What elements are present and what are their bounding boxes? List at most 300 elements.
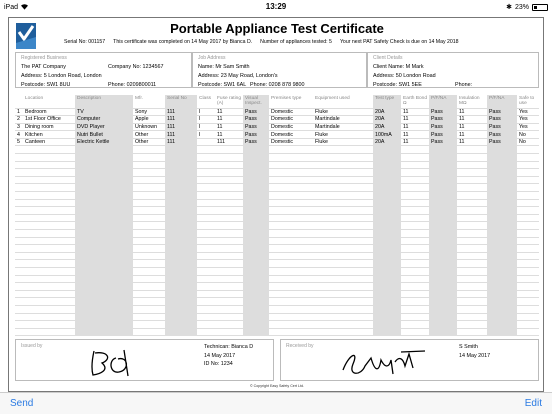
table-cell: No (517, 131, 539, 139)
table-cell (133, 214, 165, 222)
table-cell: Dining room (23, 123, 75, 131)
table-cell (517, 237, 539, 245)
table-row (15, 222, 539, 230)
table-row (15, 260, 539, 268)
table-cell (269, 252, 313, 260)
table-cell: Pass (429, 108, 457, 116)
table-cell (133, 321, 165, 329)
table-cell (401, 313, 429, 321)
table-cell (23, 283, 75, 291)
table-cell (165, 321, 197, 329)
table-cell (487, 176, 517, 184)
table-cell (373, 199, 401, 207)
table-cell: 4 (15, 131, 23, 139)
table-cell (75, 237, 133, 245)
table-cell (75, 252, 133, 260)
column-header: Premises type (271, 96, 302, 101)
table-cell (165, 260, 197, 268)
column-header: Insulation MΩ (459, 96, 480, 106)
table-cell (373, 146, 401, 154)
table-cell (269, 298, 313, 306)
table-cell (429, 260, 457, 268)
appliance-test-table (15, 95, 539, 336)
table-cell (373, 275, 401, 283)
table-cell: 111 (215, 138, 243, 146)
table-cell (165, 146, 197, 154)
table-cell (429, 290, 457, 298)
table-cell: Pass (487, 108, 517, 116)
table-cell (487, 146, 517, 154)
table-cell: 11 (401, 108, 429, 116)
column-header (15, 95, 23, 108)
table-cell (373, 154, 401, 162)
next-check-date: Your next PAT Safety Check is due on 14 May 2018 (339, 39, 459, 45)
table-cell (215, 283, 243, 291)
table-cell (401, 214, 429, 222)
table-row (15, 245, 539, 253)
table-cell (133, 275, 165, 283)
table-cell (401, 305, 429, 313)
table-cell (15, 214, 23, 222)
table-cell (487, 207, 517, 215)
table-cell: 11 (401, 138, 429, 146)
table-cell (133, 230, 165, 238)
table-cell: Kitchen (23, 131, 75, 139)
appliance-count: Number of appliances tested: 5 (260, 39, 332, 45)
table-cell: Other (133, 131, 165, 139)
table-cell: 1 (15, 108, 23, 116)
table-cell (313, 267, 373, 275)
status-right (506, 3, 548, 11)
table-cell (133, 154, 165, 162)
column-header: Earth Bond Ω (403, 96, 428, 106)
table-row (15, 154, 539, 162)
table-row (15, 192, 539, 200)
table-cell (15, 298, 23, 306)
table-cell (133, 199, 165, 207)
table-cell (457, 260, 487, 268)
table-cell (373, 321, 401, 329)
table-cell (401, 245, 429, 253)
table-row (15, 131, 539, 139)
table-cell (197, 245, 215, 253)
table-cell (429, 192, 457, 200)
table-cell (313, 176, 373, 184)
table-cell (487, 245, 517, 253)
column-header: Test type (373, 95, 401, 108)
table-cell: 111 (165, 123, 197, 131)
table-body (15, 108, 539, 336)
table-cell (313, 305, 373, 313)
table-cell (373, 313, 401, 321)
table-cell (373, 283, 401, 291)
table-cell (313, 298, 373, 306)
table-cell (197, 260, 215, 268)
table-cell (487, 222, 517, 230)
table-cell (133, 192, 165, 200)
table-cell: 20A (373, 108, 401, 116)
table-cell: 11 (457, 138, 487, 146)
table-cell (15, 245, 23, 253)
table-cell (215, 290, 243, 298)
table-cell (15, 252, 23, 260)
table-cell (517, 305, 539, 313)
table-cell (429, 161, 457, 169)
table-cell: 11 (215, 123, 243, 131)
table-cell (401, 146, 429, 154)
column-header: P/F/NA (487, 95, 517, 108)
table-cell (165, 154, 197, 162)
table-cell (517, 192, 539, 200)
table-cell: Pass (487, 138, 517, 146)
table-cell (23, 146, 75, 154)
table-cell (197, 290, 215, 298)
table-row (15, 199, 539, 207)
table-cell (215, 146, 243, 154)
table-cell (429, 230, 457, 238)
table-cell (215, 161, 243, 169)
table-cell: Pass (487, 131, 517, 139)
table-cell (23, 207, 75, 215)
table-cell (457, 237, 487, 245)
table-cell: Pass (429, 116, 457, 124)
table-cell (243, 275, 269, 283)
table-cell (165, 267, 197, 275)
table-cell (215, 267, 243, 275)
certificate-summary (64, 39, 459, 45)
table-cell (23, 252, 75, 260)
table-cell (215, 313, 243, 321)
table-cell (15, 260, 23, 268)
table-cell: 11 (457, 116, 487, 124)
table-cell (243, 305, 269, 313)
table-cell (373, 214, 401, 222)
table-cell (215, 199, 243, 207)
table-cell (373, 230, 401, 238)
table-cell (215, 245, 243, 253)
table-cell (215, 192, 243, 200)
table-cell (23, 230, 75, 238)
table-cell (75, 169, 133, 177)
table-cell (15, 222, 23, 230)
table-cell (429, 252, 457, 260)
table-cell (243, 169, 269, 177)
table-cell (15, 290, 23, 298)
table-row (15, 176, 539, 184)
table-cell (243, 321, 269, 329)
table-cell: Pass (243, 123, 269, 131)
table-cell (15, 313, 23, 321)
table-cell: Other (133, 138, 165, 146)
issue-date: 14 May 2017 (204, 352, 236, 359)
table-cell (133, 290, 165, 298)
table-cell (487, 192, 517, 200)
column-header: Equipment used (315, 96, 350, 101)
table-cell (517, 245, 539, 253)
table-cell (75, 283, 133, 291)
table-row (15, 230, 539, 238)
table-cell (429, 321, 457, 329)
table-cell (75, 305, 133, 313)
table-cell (15, 176, 23, 184)
table-row (15, 305, 539, 313)
table-cell (487, 267, 517, 275)
table-cell (23, 275, 75, 283)
table-cell (373, 237, 401, 245)
table-cell (15, 207, 23, 215)
table-cell (197, 267, 215, 275)
table-cell (15, 283, 23, 291)
table-row (15, 214, 539, 222)
table-cell (517, 260, 539, 268)
table-cell (197, 328, 215, 336)
table-cell (401, 184, 429, 192)
table-cell (243, 260, 269, 268)
table-cell: 11 (215, 108, 243, 116)
table-cell (15, 146, 23, 154)
table-cell (165, 184, 197, 192)
table-cell (401, 154, 429, 162)
table-cell (75, 275, 133, 283)
table-cell (269, 267, 313, 275)
table-cell: 20A (373, 123, 401, 131)
table-cell (165, 305, 197, 313)
table-cell (457, 313, 487, 321)
table-cell (197, 138, 215, 146)
table-cell (373, 207, 401, 215)
table-cell (197, 146, 215, 154)
table-cell (15, 328, 23, 336)
table-cell (269, 328, 313, 336)
table-cell (133, 146, 165, 154)
table-cell (457, 222, 487, 230)
table-row (15, 108, 539, 116)
table-cell: Sony (133, 108, 165, 116)
job-address-box: Job Address Name: Mr Sam Smith Address: 23 May Road, London's Postcode: SW1 6AL Phone: 0208 878 9800 (192, 52, 367, 88)
table-cell (215, 321, 243, 329)
table-cell: 111 (165, 116, 197, 124)
table-cell (23, 267, 75, 275)
table-cell (517, 176, 539, 184)
table-cell (23, 328, 75, 336)
table-cell: 111 (165, 108, 197, 116)
issuer-signature-icon (86, 348, 146, 378)
table-cell (133, 328, 165, 336)
table-cell (15, 305, 23, 313)
table-cell (15, 169, 23, 177)
table-cell (75, 321, 133, 329)
table-cell (373, 192, 401, 200)
table-cell (269, 154, 313, 162)
table-cell (215, 230, 243, 238)
table-cell (429, 283, 457, 291)
table-cell (75, 290, 133, 298)
table-cell (487, 298, 517, 306)
table-row (15, 184, 539, 192)
table-cell: Martindale (313, 116, 373, 124)
table-cell: Computer (75, 116, 133, 124)
table-cell (165, 222, 197, 230)
table-cell (517, 207, 539, 215)
table-cell (429, 275, 457, 283)
table-cell: Apple (133, 116, 165, 124)
table-cell (15, 184, 23, 192)
table-cell (197, 230, 215, 238)
table-cell (165, 176, 197, 184)
table-cell: I (197, 123, 215, 131)
table-cell (165, 192, 197, 200)
table-cell (23, 161, 75, 169)
table-cell (487, 199, 517, 207)
table-cell (487, 328, 517, 336)
table-cell (429, 328, 457, 336)
registered-business-box: Registered Business The PAT Company Company No: 1234567 Address: 5 London Road, London Postcode: SW1 8UU Phone: 0209800011 (15, 52, 192, 88)
table-cell (313, 313, 373, 321)
table-row (15, 283, 539, 291)
table-cell (75, 154, 133, 162)
table-cell (243, 267, 269, 275)
table-cell (133, 176, 165, 184)
table-row (15, 298, 539, 306)
table-cell (215, 305, 243, 313)
table-cell (23, 298, 75, 306)
table-cell (133, 222, 165, 230)
table-cell (23, 260, 75, 268)
table-cell (457, 275, 487, 283)
table-cell (429, 267, 457, 275)
table-cell (313, 192, 373, 200)
table-cell: Yes (517, 116, 539, 124)
table-cell: Domestic (269, 131, 313, 139)
table-cell (429, 184, 457, 192)
table-cell (313, 154, 373, 162)
table-row (15, 161, 539, 169)
table-cell: Pass (429, 131, 457, 139)
table-cell (313, 237, 373, 245)
table-cell (215, 260, 243, 268)
table-row (15, 321, 539, 329)
table-cell (401, 275, 429, 283)
received-date: 14 May 2017 (459, 352, 491, 359)
table-cell (457, 176, 487, 184)
table-cell (243, 146, 269, 154)
column-header: Fuse rating (A) (217, 96, 241, 106)
table-cell (269, 192, 313, 200)
table-cell (23, 245, 75, 253)
send-button[interactable]: Send (10, 398, 34, 409)
table-cell (313, 328, 373, 336)
table-cell (313, 321, 373, 329)
table-cell (15, 230, 23, 238)
table-cell (75, 298, 133, 306)
table-cell: Electric Kettle (75, 138, 133, 146)
table-cell (165, 313, 197, 321)
table-cell (133, 313, 165, 321)
table-cell (75, 328, 133, 336)
table-cell (313, 169, 373, 177)
table-cell (517, 328, 539, 336)
table-cell: Yes (517, 108, 539, 116)
table-row (15, 169, 539, 177)
receiver-name: S Smith (459, 344, 478, 350)
receiver-signature-icon (339, 346, 429, 380)
received-by-box: Received by S Smith 14 May 2017 (280, 339, 539, 381)
table-row (15, 328, 539, 336)
table-row (15, 237, 539, 245)
table-cell (215, 176, 243, 184)
table-cell (401, 298, 429, 306)
table-cell: Canteen (23, 138, 75, 146)
table-cell (243, 290, 269, 298)
table-cell (429, 214, 457, 222)
table-cell (457, 199, 487, 207)
table-cell (243, 252, 269, 260)
table-cell (401, 283, 429, 291)
table-cell (313, 260, 373, 268)
table-cell (215, 328, 243, 336)
table-cell (23, 321, 75, 329)
status-bar (0, 0, 552, 14)
serial-number: Serial No: 001157 (64, 39, 106, 45)
device-label: iPad (4, 3, 29, 11)
table-cell (401, 169, 429, 177)
table-cell (457, 169, 487, 177)
table-cell: Pass (243, 116, 269, 124)
table-cell (75, 207, 133, 215)
table-cell (197, 252, 215, 260)
edit-button[interactable]: Edit (524, 398, 542, 409)
battery-percent: 23% (514, 3, 529, 11)
table-cell (243, 214, 269, 222)
table-row (15, 207, 539, 215)
table-cell (487, 321, 517, 329)
table-row (15, 116, 539, 124)
table-cell (243, 283, 269, 291)
table-cell (133, 237, 165, 245)
table-cell (517, 214, 539, 222)
table-cell (23, 237, 75, 245)
table-cell (75, 161, 133, 169)
table-cell (429, 222, 457, 230)
table-cell (457, 290, 487, 298)
table-cell (269, 275, 313, 283)
table-cell (75, 313, 133, 321)
table-row (15, 138, 539, 146)
table-header-row (15, 95, 539, 108)
table-cell (487, 313, 517, 321)
table-cell (487, 214, 517, 222)
table-cell (373, 176, 401, 184)
table-cell (517, 275, 539, 283)
table-cell (487, 154, 517, 162)
table-cell (23, 222, 75, 230)
table-cell (165, 245, 197, 253)
table-cell (75, 176, 133, 184)
table-cell (197, 283, 215, 291)
table-cell (401, 290, 429, 298)
table-cell (313, 290, 373, 298)
table-cell (401, 192, 429, 200)
table-cell: Domestic (269, 108, 313, 116)
table-row (15, 290, 539, 298)
table-cell (215, 207, 243, 215)
table-cell (165, 328, 197, 336)
table-cell (243, 313, 269, 321)
table-cell (197, 237, 215, 245)
table-cell: 111 (165, 131, 197, 139)
table-cell (517, 252, 539, 260)
column-header: Visual Inspect. (243, 95, 269, 108)
